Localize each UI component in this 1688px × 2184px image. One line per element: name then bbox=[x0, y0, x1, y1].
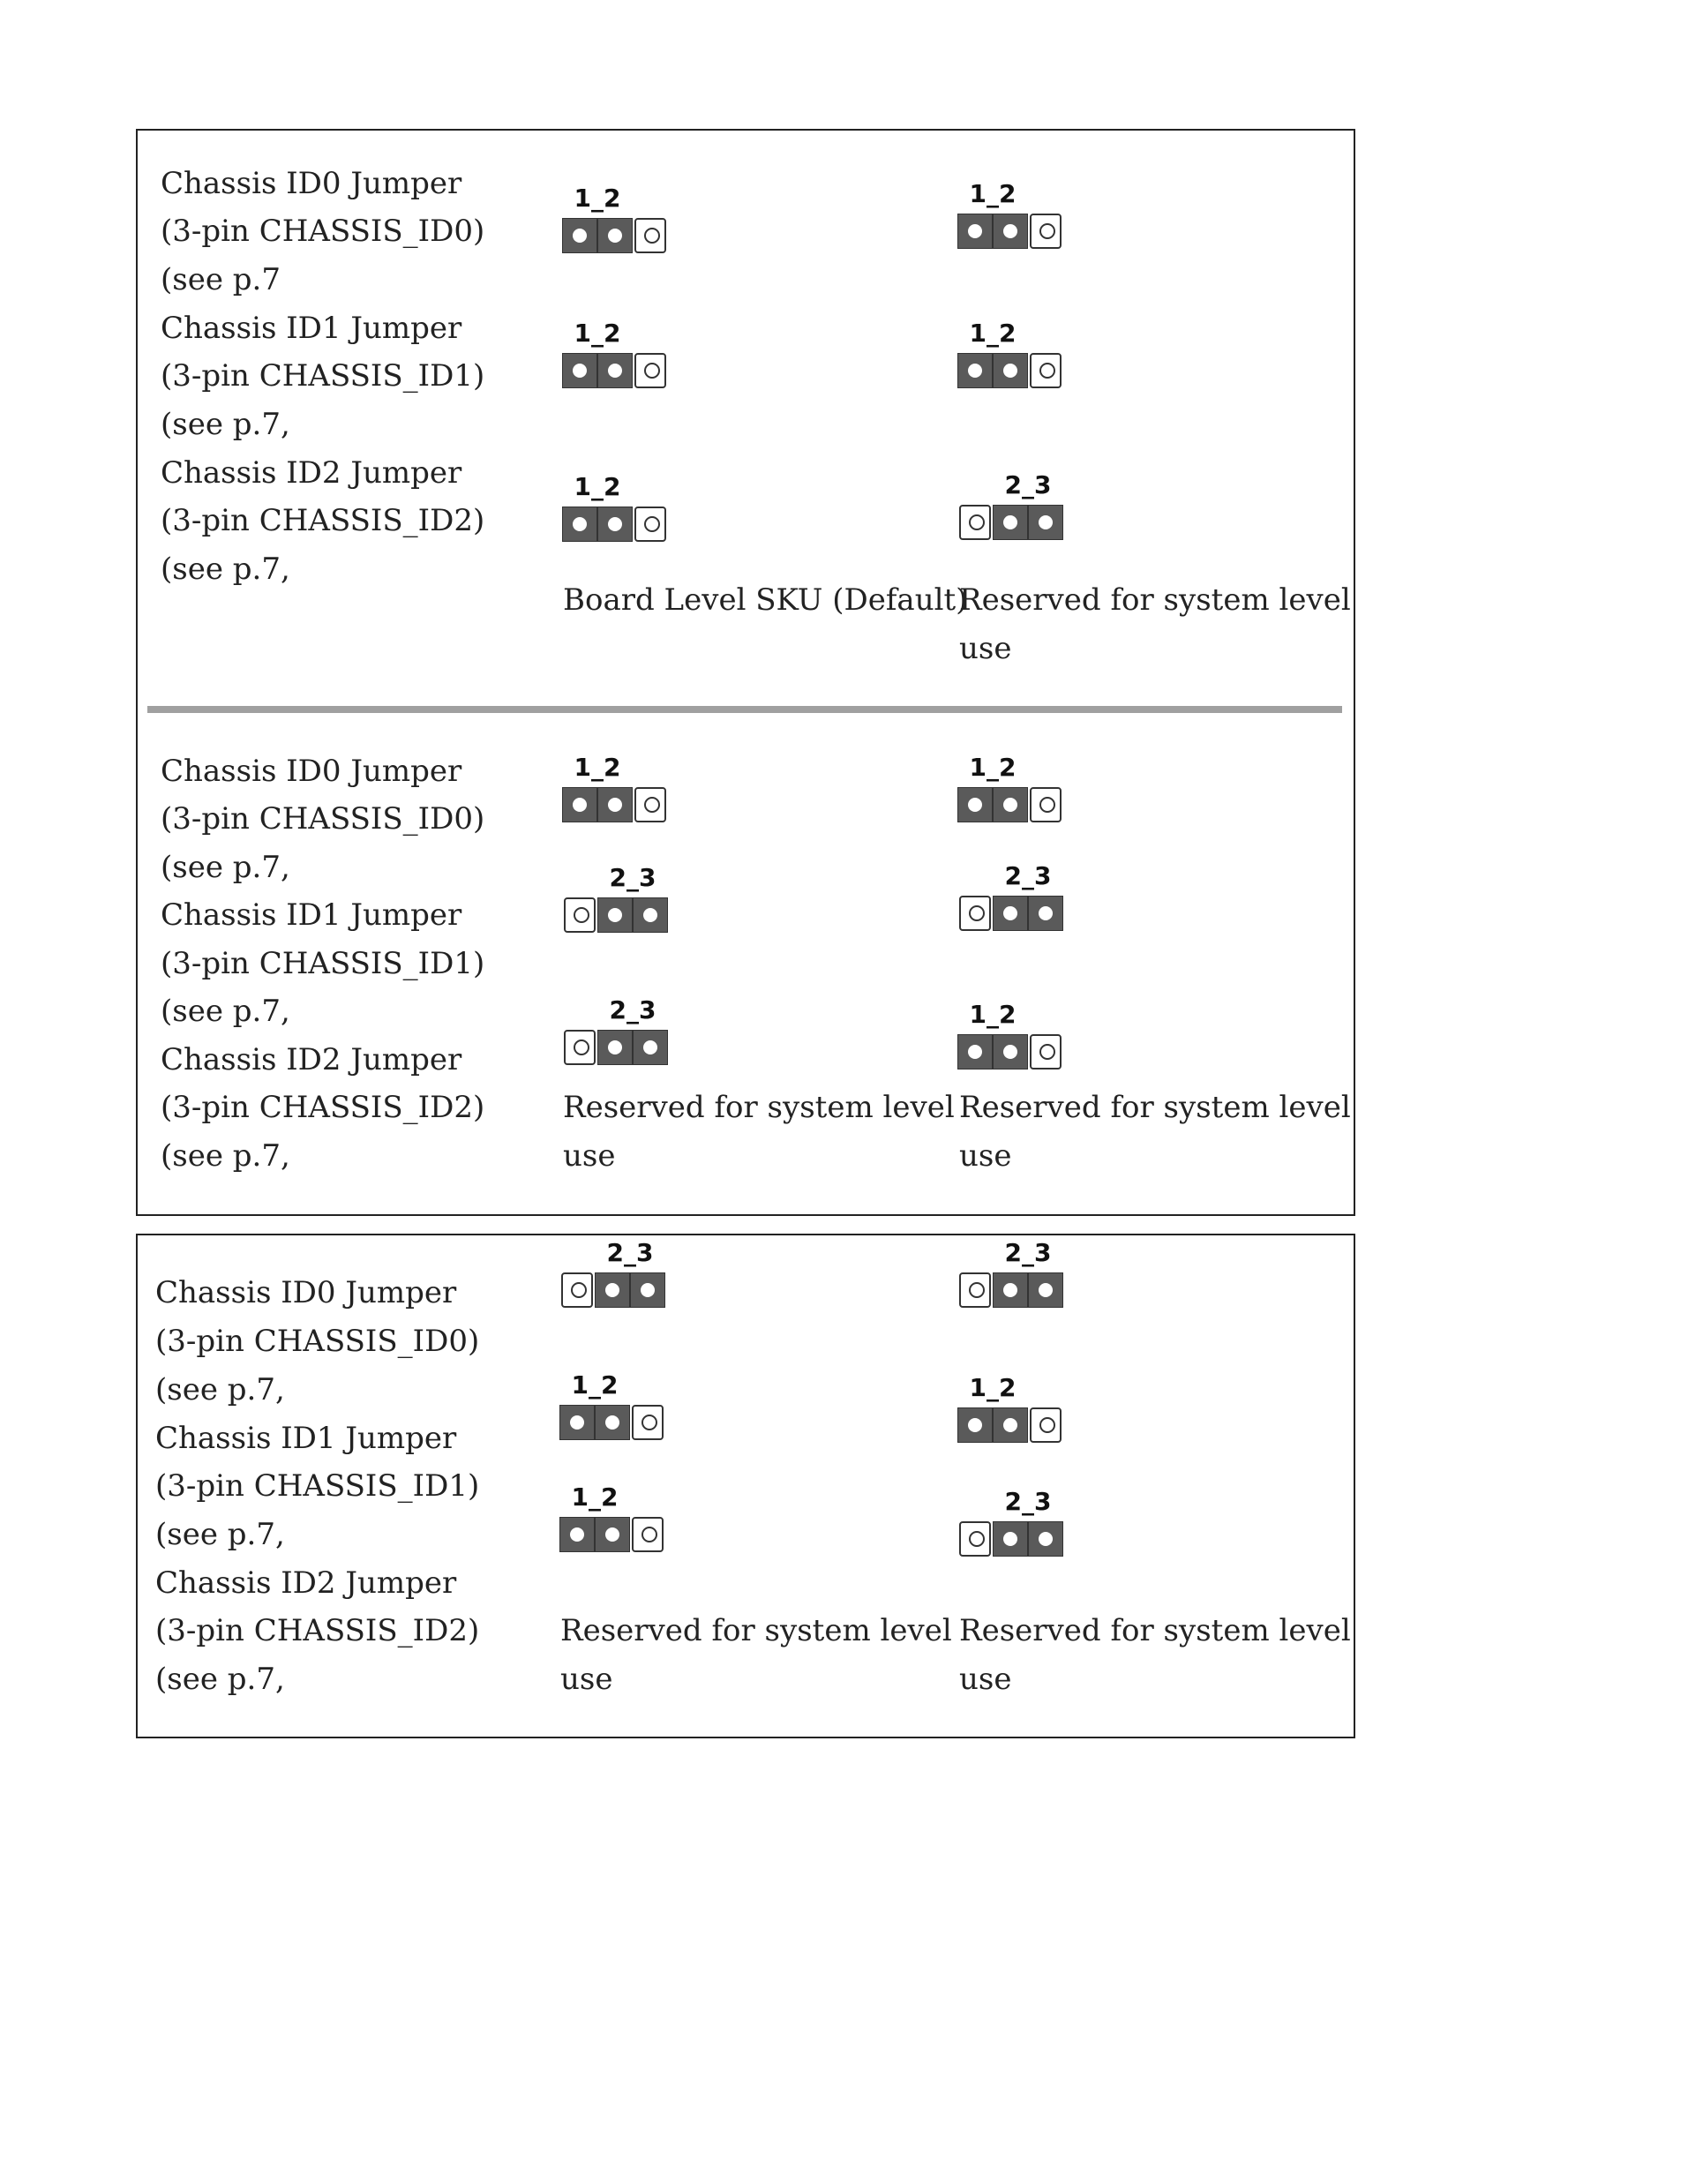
open-pin-icon bbox=[564, 1030, 596, 1065]
jumper-desc-line: (3-pin CHASSIS_ID0) bbox=[155, 1324, 480, 1359]
jumper-desc-line: (3-pin CHASSIS_ID1) bbox=[161, 358, 485, 394]
shorted-pin-icon bbox=[597, 353, 633, 388]
shorted-pin-icon bbox=[957, 787, 993, 822]
shorted-pin-icon bbox=[993, 1034, 1028, 1069]
setting-caption: Reserved for system level bbox=[959, 582, 1351, 618]
jumper-desc-line: (see p.7, bbox=[161, 850, 290, 885]
setting-caption: use bbox=[560, 1662, 613, 1697]
shorted-pin-icon bbox=[957, 214, 993, 249]
jumper-pins bbox=[957, 505, 1070, 544]
jumper-setting-label: 2_3 bbox=[1004, 470, 1052, 499]
shorted-pin-icon bbox=[993, 1521, 1028, 1557]
open-pin-icon bbox=[959, 896, 991, 931]
jumper-pins bbox=[957, 1272, 1070, 1311]
open-pin-icon bbox=[1030, 214, 1062, 249]
setting-caption: use bbox=[959, 1662, 1012, 1697]
open-pin-icon bbox=[634, 787, 666, 822]
shorted-pin-icon bbox=[1028, 896, 1063, 931]
jumper-diagram bbox=[562, 750, 675, 829]
jumper-desc-line: (see p.7, bbox=[161, 994, 290, 1029]
shorted-pin-icon bbox=[957, 353, 993, 388]
shorted-pin-icon bbox=[993, 1272, 1028, 1308]
jumper-pins bbox=[957, 896, 1070, 934]
jumper-desc-line: (3-pin CHASSIS_ID0) bbox=[161, 214, 485, 249]
jumper-pins bbox=[559, 1517, 672, 1556]
jumper-diagram bbox=[957, 1484, 1070, 1564]
jumper-desc-line: Chassis ID2 Jumper bbox=[161, 455, 462, 491]
jumper-pins bbox=[562, 1030, 675, 1069]
jumper-setting-label: 1_2 bbox=[969, 753, 1017, 782]
jumper-desc-line: (see p.7, bbox=[155, 1517, 285, 1552]
shorted-pin-icon bbox=[630, 1272, 665, 1308]
open-pin-icon bbox=[959, 505, 991, 540]
jumper-pins bbox=[562, 897, 675, 936]
shorted-pin-icon bbox=[562, 507, 597, 542]
jumper-diagram bbox=[957, 468, 1070, 547]
jumper-pins bbox=[957, 1521, 1070, 1560]
setting-caption: Reserved for system level bbox=[959, 1090, 1351, 1125]
jumper-desc-line: Chassis ID0 Jumper bbox=[161, 754, 462, 789]
jumper-desc-line: (see p.7 bbox=[161, 262, 281, 297]
jumper-setting-label: 1_2 bbox=[574, 753, 621, 782]
jumper-setting-label: 2_3 bbox=[1004, 861, 1052, 890]
jumper-pins bbox=[957, 1034, 1070, 1073]
jumper-pins bbox=[957, 787, 1070, 826]
jumper-setting-label: 2_3 bbox=[609, 995, 656, 1024]
jumper-desc-line: (3-pin CHASSIS_ID2) bbox=[161, 1090, 485, 1125]
open-pin-icon bbox=[959, 1272, 991, 1308]
jumper-setting-label: 1_2 bbox=[969, 319, 1017, 348]
setting-caption: Reserved for system level bbox=[563, 1090, 955, 1125]
shorted-pin-icon bbox=[595, 1517, 630, 1552]
jumper-diagram bbox=[562, 316, 675, 395]
shorted-pin-icon bbox=[993, 1407, 1028, 1443]
jumper-desc-line: (see p.7, bbox=[161, 552, 290, 587]
jumper-diagram bbox=[559, 1235, 672, 1315]
shorted-pin-icon bbox=[633, 897, 668, 933]
open-pin-icon bbox=[1030, 787, 1062, 822]
jumper-desc-line: Chassis ID1 Jumper bbox=[161, 311, 462, 346]
jumper-desc-line: (3-pin CHASSIS_ID0) bbox=[161, 801, 485, 837]
setting-caption: use bbox=[563, 1138, 616, 1174]
jumper-desc-line: (see p.7, bbox=[161, 407, 290, 442]
open-pin-icon bbox=[634, 218, 666, 253]
jumper-setting-label: 1_2 bbox=[969, 1000, 1017, 1029]
shorted-pin-icon bbox=[597, 507, 633, 542]
open-pin-icon bbox=[634, 507, 666, 542]
open-pin-icon bbox=[1030, 1034, 1062, 1069]
jumper-setting-label: 1_2 bbox=[574, 319, 621, 348]
shorted-pin-icon bbox=[562, 787, 597, 822]
shorted-pin-icon bbox=[993, 214, 1028, 249]
setting-caption: Reserved for system level bbox=[959, 1613, 1351, 1648]
open-pin-icon bbox=[564, 897, 596, 933]
jumper-setting-label: 1_2 bbox=[969, 1373, 1017, 1402]
open-pin-icon bbox=[1030, 1407, 1062, 1443]
shorted-pin-icon bbox=[1028, 1521, 1063, 1557]
jumper-setting-label: 2_3 bbox=[1004, 1487, 1052, 1516]
shorted-pin-icon bbox=[957, 1407, 993, 1443]
jumper-desc-line: (3-pin CHASSIS_ID2) bbox=[155, 1613, 480, 1648]
jumper-diagram bbox=[562, 181, 675, 260]
jumper-diagram bbox=[559, 1368, 672, 1447]
shorted-pin-icon bbox=[957, 1034, 993, 1069]
jumper-desc-line: (3-pin CHASSIS_ID1) bbox=[155, 1468, 480, 1504]
jumper-diagram bbox=[957, 316, 1070, 395]
open-pin-icon bbox=[1030, 353, 1062, 388]
jumper-pins bbox=[562, 787, 675, 826]
jumper-pins bbox=[957, 214, 1070, 252]
shorted-pin-icon bbox=[633, 1030, 668, 1065]
jumper-setting-label: 1_2 bbox=[969, 179, 1017, 208]
jumper-pins bbox=[559, 1405, 672, 1444]
shorted-pin-icon bbox=[595, 1272, 630, 1308]
jumper-pins bbox=[559, 1272, 672, 1311]
jumper-desc-line: (see p.7, bbox=[155, 1372, 285, 1407]
jumper-diagram bbox=[957, 750, 1070, 829]
setting-caption: Reserved for system level bbox=[560, 1613, 952, 1648]
jumper-desc-line: Chassis ID2 Jumper bbox=[161, 1042, 462, 1077]
jumper-diagram bbox=[957, 859, 1070, 938]
shorted-pin-icon bbox=[597, 218, 633, 253]
section-divider bbox=[147, 706, 1342, 713]
jumper-desc-line: Chassis ID0 Jumper bbox=[161, 166, 462, 201]
jumper-setting-label: 2_3 bbox=[609, 863, 656, 892]
shorted-pin-icon bbox=[1028, 1272, 1063, 1308]
jumper-desc-line: (3-pin CHASSIS_ID2) bbox=[161, 503, 485, 538]
shorted-pin-icon bbox=[993, 505, 1028, 540]
jumper-setting-label: 1_2 bbox=[571, 1370, 619, 1400]
open-pin-icon bbox=[632, 1405, 664, 1440]
jumper-desc-line: Chassis ID0 Jumper bbox=[155, 1275, 457, 1310]
jumper-diagram bbox=[957, 1235, 1070, 1315]
shorted-pin-icon bbox=[595, 1405, 630, 1440]
jumper-diagram bbox=[957, 176, 1070, 256]
open-pin-icon bbox=[561, 1272, 593, 1308]
jumper-pins bbox=[562, 218, 675, 257]
setting-caption: use bbox=[959, 631, 1012, 666]
jumper-desc-line: (see p.7, bbox=[161, 1138, 290, 1174]
open-pin-icon bbox=[959, 1521, 991, 1557]
jumper-setting-label: 2_3 bbox=[1004, 1238, 1052, 1267]
jumper-diagram bbox=[957, 997, 1070, 1077]
open-pin-icon bbox=[632, 1517, 664, 1552]
jumper-pins bbox=[957, 1407, 1070, 1446]
shorted-pin-icon bbox=[562, 353, 597, 388]
shorted-pin-icon bbox=[597, 897, 633, 933]
jumper-pins bbox=[562, 507, 675, 545]
shorted-pin-icon bbox=[597, 787, 633, 822]
open-pin-icon bbox=[634, 353, 666, 388]
jumper-diagram bbox=[562, 469, 675, 549]
jumper-pins bbox=[957, 353, 1070, 392]
jumper-diagram bbox=[562, 860, 675, 940]
shorted-pin-icon bbox=[993, 787, 1028, 822]
jumper-desc-line: (see p.7, bbox=[155, 1662, 285, 1697]
jumper-setting-label: 1_2 bbox=[574, 472, 621, 501]
jumper-diagram bbox=[562, 993, 675, 1072]
shorted-pin-icon bbox=[993, 896, 1028, 931]
shorted-pin-icon bbox=[559, 1517, 595, 1552]
shorted-pin-icon bbox=[597, 1030, 633, 1065]
jumper-desc-line: Chassis ID1 Jumper bbox=[161, 897, 462, 933]
jumper-setting-label: 1_2 bbox=[574, 184, 621, 213]
jumper-desc-line: Chassis ID1 Jumper bbox=[155, 1421, 457, 1456]
shorted-pin-icon bbox=[993, 353, 1028, 388]
jumper-desc-line: Chassis ID2 Jumper bbox=[155, 1565, 457, 1601]
shorted-pin-icon bbox=[559, 1405, 595, 1440]
jumper-diagram bbox=[957, 1370, 1070, 1450]
setting-caption: use bbox=[959, 1138, 1012, 1174]
shorted-pin-icon bbox=[562, 218, 597, 253]
jumper-setting-label: 2_3 bbox=[606, 1238, 654, 1267]
jumper-desc-line: (3-pin CHASSIS_ID1) bbox=[161, 946, 485, 981]
jumper-diagram bbox=[559, 1480, 672, 1559]
jumper-pins bbox=[562, 353, 675, 392]
jumper-setting-label: 1_2 bbox=[571, 1482, 619, 1512]
shorted-pin-icon bbox=[1028, 505, 1063, 540]
setting-caption: Board Level SKU (Default) bbox=[563, 582, 968, 618]
